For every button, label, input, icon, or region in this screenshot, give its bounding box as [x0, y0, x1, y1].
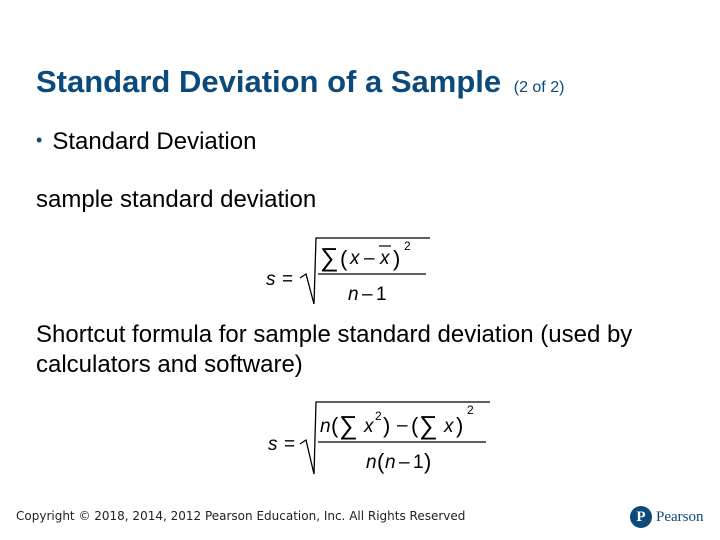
svg-text:2: 2 — [467, 403, 474, 417]
slide-title — [36, 64, 564, 100]
svg-text:): ) — [424, 449, 432, 474]
svg-text:2: 2 — [375, 409, 382, 423]
copyright-notice: Copyright © 2018, 2014, 2012 Pearson Education, Inc. All Rights Reserved — [16, 509, 466, 523]
svg-text:(: ( — [411, 413, 419, 438]
svg-text:∑: ∑ — [419, 410, 438, 440]
pearson-logo-icon: P — [630, 506, 652, 528]
svg-text:1: 1 — [376, 284, 387, 305]
sample-sd-label: sample standard deviation — [36, 186, 317, 213]
svg-text:x: x — [444, 416, 454, 437]
pearson-logo — [630, 504, 704, 530]
svg-text:–: – — [397, 415, 408, 436]
svg-text:x: x — [350, 248, 360, 269]
svg-text:): ) — [456, 413, 464, 438]
svg-text:x: x — [364, 416, 374, 437]
svg-text:(: ( — [331, 413, 339, 438]
bullet-dot-icon: • — [36, 130, 43, 150]
bullet-item — [36, 128, 256, 156]
formula1-denominator: n — [348, 284, 359, 305]
bullet-text: Standard Deviation — [52, 128, 257, 155]
svg-text:=: = — [282, 269, 294, 290]
title-suffix: (2 of 2) — [513, 79, 565, 96]
svg-text:n: n — [320, 416, 331, 437]
svg-text:–: – — [364, 248, 375, 269]
svg-text:=: = — [284, 434, 296, 455]
svg-text:(: ( — [377, 449, 385, 474]
svg-text:–: – — [399, 452, 410, 473]
formula1-lhs: s — [266, 269, 276, 290]
pearson-wordmark: Pearson — [656, 508, 704, 525]
svg-text:2: 2 — [404, 239, 411, 253]
formula2-denominator: n — [366, 452, 377, 473]
svg-text:∑: ∑ — [320, 242, 339, 272]
svg-text:1: 1 — [413, 452, 424, 473]
shortcut-formula-text: Shortcut formula for sample standard deviation (used by calculators and software) — [36, 321, 633, 378]
svg-text:): ) — [393, 246, 401, 271]
svg-text:∑: ∑ — [339, 410, 358, 440]
svg-text:x: x — [380, 248, 390, 269]
formula-sample-sd — [262, 230, 432, 310]
svg-text:–: – — [362, 284, 373, 305]
formula2-lhs: s — [268, 434, 278, 455]
svg-text:): ) — [383, 413, 391, 438]
svg-text:n: n — [385, 452, 396, 473]
svg-text:(: ( — [340, 246, 348, 271]
formula-shortcut-sd — [264, 396, 494, 480]
title-text: Standard Deviation of a Sample — [36, 64, 502, 99]
